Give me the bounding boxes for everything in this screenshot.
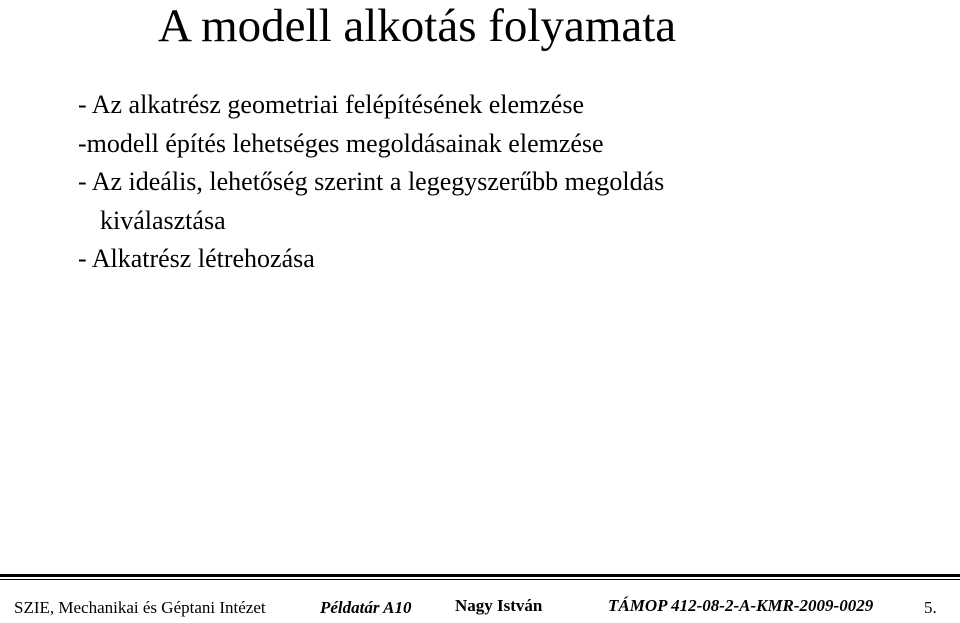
slide-title: A modell alkotás folyamata [158, 0, 677, 52]
slide-content [78, 86, 664, 279]
content-line-5: - Alkatrész létrehozása [78, 244, 315, 273]
footer-example: Példatár A10 [320, 598, 412, 617]
footer-divider [0, 574, 960, 577]
content-line-3: - Az ideális, lehetőség szerint a legegyszerűbb megoldás [78, 167, 665, 196]
content-line-1: - Az alkatrész geometriai felépítésének elemzése [78, 90, 585, 119]
content-line-2: -modell építés lehetséges megoldásainak elemzése [78, 128, 604, 158]
footer-divider-thin [0, 579, 960, 580]
content-line-4: kiválasztása [100, 205, 226, 235]
footer-page-number: 5. [924, 598, 937, 617]
footer-institute: SZIE, Mechanikai és Géptani Intézet [14, 598, 266, 617]
footer-project: TÁMOP 412-08-2-A-KMR-2009-0029 [608, 596, 874, 615]
footer-author: Nagy István [455, 596, 543, 615]
